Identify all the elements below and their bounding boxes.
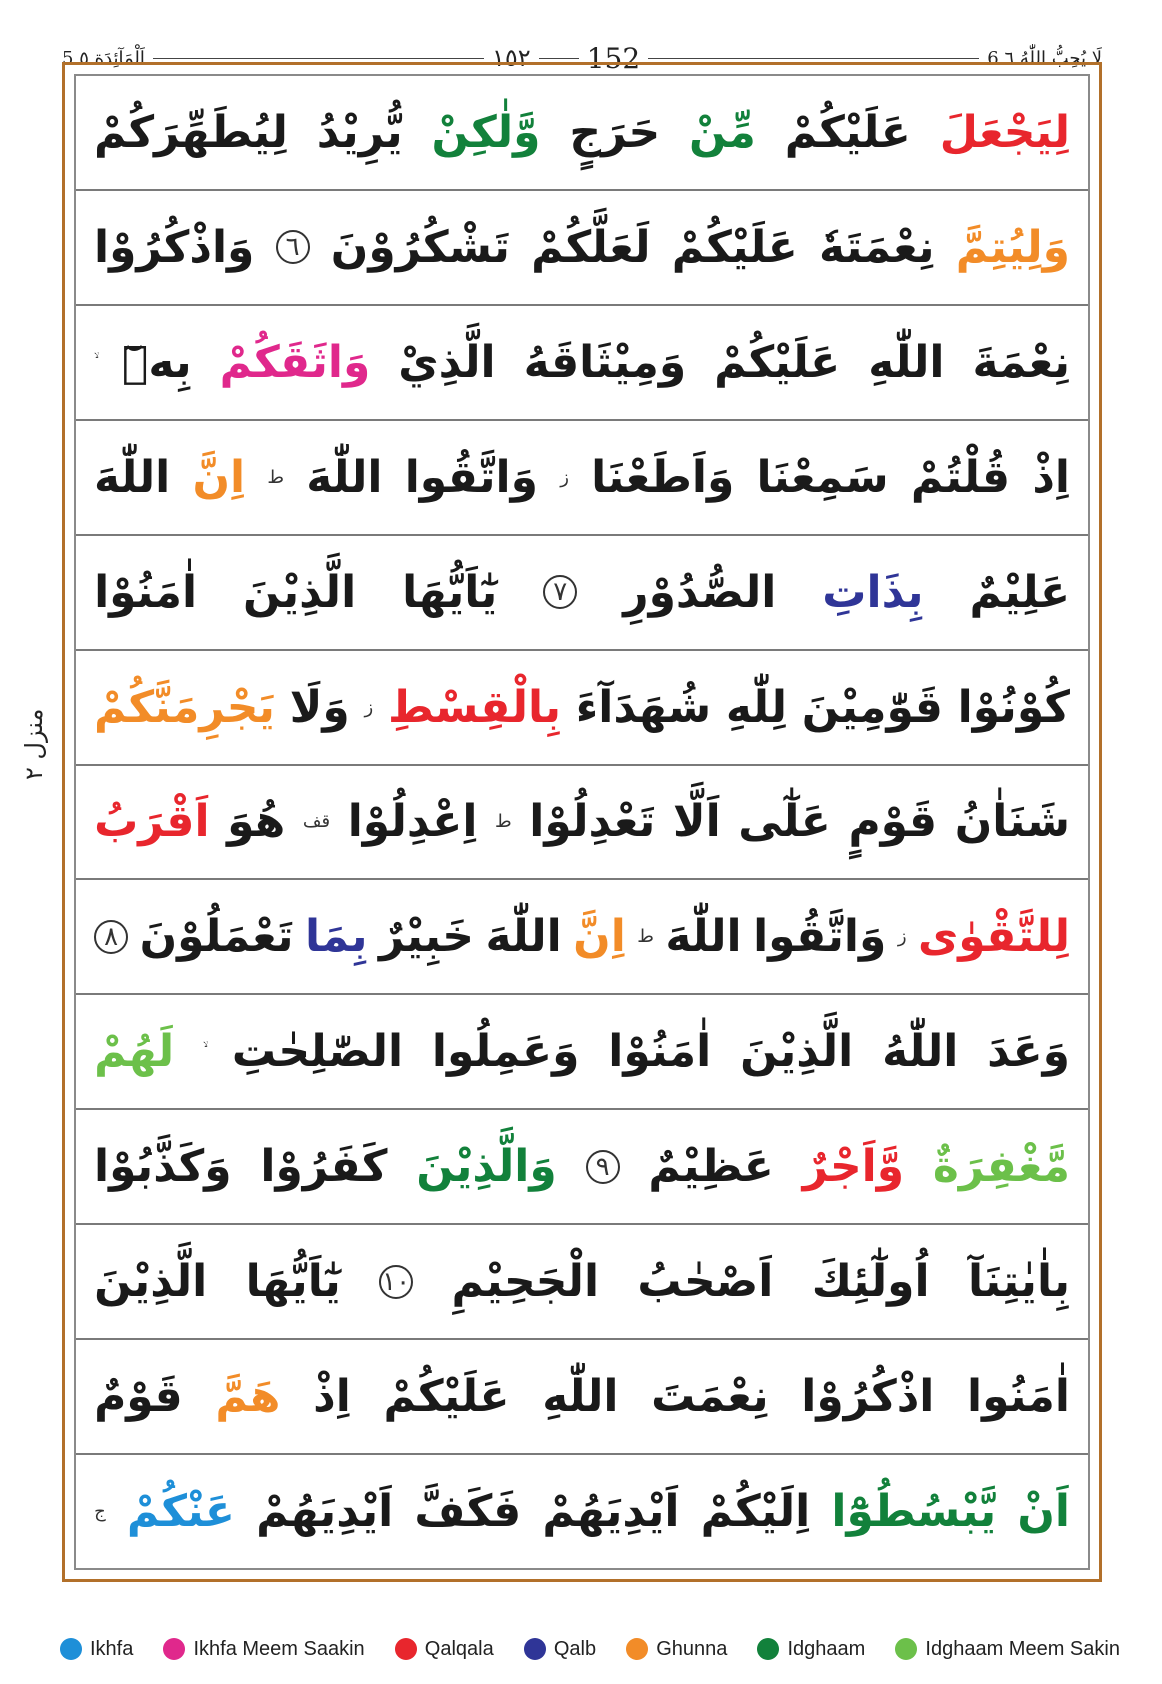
word: نِعْمَةَ (972, 336, 1070, 388)
text-line (76, 995, 1088, 1110)
word: بِهٖٓ (122, 336, 192, 388)
word: اُولٰٓئِكَ (811, 1256, 930, 1308)
juz-name: 6 لَا يُحِبُّ اللّٰهُ ٦ (987, 47, 1102, 69)
word: هُوَ (227, 796, 286, 848)
legend-color-dot (60, 1638, 82, 1660)
word: وَعَمِلُوا (431, 1026, 580, 1078)
legend-label: Ikhfa (90, 1637, 134, 1660)
word: اللّٰهِ (542, 1371, 619, 1423)
word: تَعْدِلُوْا (529, 796, 656, 848)
word-idghaam-meem-sakin: لَهُمْ (94, 1026, 175, 1078)
text-line (76, 306, 1088, 421)
word: الَّذِيْنَ (740, 1026, 854, 1078)
word: نِعْمَتَ (651, 1371, 769, 1423)
word: الْجَحِيْمِ (451, 1256, 600, 1308)
word: اٰمَنُوا (967, 1371, 1070, 1423)
ayah-end-marker: ٦ (276, 230, 310, 264)
text-line (76, 1225, 1088, 1340)
word: وَاذْكُرُوْا (94, 221, 255, 273)
word: اللّٰهَ (306, 451, 383, 503)
legend-item-qalqala (395, 1638, 494, 1661)
text-line (76, 191, 1088, 306)
word-ghunna: يَجْرِمَنَّكُمْ (94, 681, 275, 733)
word: عَلَيْكُمْ (671, 221, 798, 273)
word-idghaam: مِّنْ (689, 106, 756, 158)
word: قَوْمٍ (848, 796, 938, 848)
header-rule (539, 58, 579, 59)
ayah-end-marker: ١٠ (379, 1265, 413, 1299)
word: عَلٰٓى (738, 796, 831, 848)
word: اللّٰهُ (882, 1026, 959, 1078)
word: وَكَذَّبُوْا (94, 1141, 232, 1193)
word-idghaam: وَّلٰكِنْ (431, 106, 541, 158)
word: وَاتَّقُوا (753, 911, 887, 963)
word: وَلَا (289, 681, 350, 733)
word: اِلَيْكُمْ (700, 1486, 811, 1538)
word: اللّٰهَ (485, 911, 562, 963)
word: نِعْمَتَهٗ (819, 221, 935, 273)
word: اللّٰهَ (94, 451, 171, 503)
legend-color-dot (895, 1638, 917, 1660)
word: اَصْحٰبُ (637, 1256, 774, 1308)
text-line (76, 1455, 1088, 1568)
tajweed-legend (60, 1632, 1120, 1666)
word: فَكَفَّ (414, 1486, 522, 1538)
pause-mark: ط (267, 466, 284, 488)
text-line (76, 76, 1088, 191)
word: اَيْدِيَهُمْ (256, 1486, 394, 1538)
word: عَلَيْكُمْ (714, 336, 841, 388)
legend-item-ikhfa-meem-saakin (163, 1638, 364, 1661)
word: خَبِيْرٌ (378, 911, 474, 963)
ayah-end-marker: ٨ (94, 920, 128, 954)
word-idghaam: وَالَّذِيْنَ (416, 1141, 557, 1193)
ayah-end-marker: ٧ (543, 575, 577, 609)
text-line (76, 1340, 1088, 1455)
word: يٰٓاَيُّهَا (402, 566, 498, 618)
word: يُّرِيْدُ (316, 106, 403, 158)
word-ikhfa-meem-saakin: وَاثَقَكُمْ (219, 336, 371, 388)
page-number: 152 (586, 41, 641, 75)
word: الصّٰلِحٰتِ (231, 1026, 404, 1078)
legend-label: Ghunna (656, 1637, 728, 1660)
word: بِاٰيٰتِنَآ (967, 1256, 1070, 1308)
legend-color-dot (757, 1638, 779, 1660)
word-qalb: بِمَا (304, 911, 368, 963)
word-idghaam: يَّبْسُطُوْٓا (831, 1486, 997, 1538)
word: عَلَيْكُمْ (383, 1371, 510, 1423)
legend-color-dot (163, 1638, 185, 1660)
pause-mark: ط (495, 811, 512, 833)
pause-mark: قف (302, 811, 331, 833)
word: الَّذِيْ (398, 336, 496, 388)
legend-label: Qalb (553, 1637, 597, 1660)
text-line (76, 1110, 1088, 1225)
word: كَفَرُوْا (260, 1141, 388, 1193)
word-ghunna: هَمَّ (215, 1371, 281, 1423)
word: قَوّٰمِيْنَ (801, 681, 943, 733)
word: اِذْ (1032, 451, 1070, 503)
legend-item-idghaam (757, 1638, 865, 1661)
pause-mark: ج (94, 1501, 106, 1523)
word: سَمِعْنَا (756, 451, 889, 503)
word: وَاتَّقُوا (404, 451, 538, 503)
word-ikhfa: عَنْكُمْ (126, 1486, 235, 1538)
word: وَمِيْثَاقَهُ (523, 336, 687, 388)
word-qalqala: وَّاَجْرٌ (802, 1141, 905, 1193)
word: الصُّدُوْرِ (623, 566, 777, 618)
legend-item-ghunna (626, 1638, 727, 1661)
legend-color-dot (395, 1638, 417, 1660)
ayah-end-marker: ٩ (586, 1150, 620, 1184)
word-idghaam-meem-sakin: مَّغْفِرَةٌ (932, 1141, 1070, 1193)
word-qalb: بِذَاتِ (822, 566, 924, 618)
word: يٰٓاَيُّهَا (245, 1256, 341, 1308)
text-line (76, 536, 1088, 651)
header-rule (153, 58, 484, 59)
legend-label: Qalqala (424, 1637, 494, 1660)
legend-label: Ikhfa Meem Saakin (193, 1637, 365, 1660)
pause-mark: ز (560, 466, 569, 488)
word: الَّذِيْنَ (94, 1256, 208, 1308)
word: وَاَطَعْنَا (591, 451, 735, 503)
legend-color-dot (626, 1638, 648, 1660)
word: شَنَاٰنُ (954, 796, 1070, 848)
pause-mark: ط (637, 926, 654, 948)
text-line (76, 880, 1088, 995)
word: اٰمَنُوْا (94, 566, 198, 618)
word: تَعْمَلُوْنَ (139, 911, 294, 963)
word-ghunna: وَلِيُتِمَّ (955, 221, 1070, 273)
legend-label: Idghaam (787, 1637, 866, 1660)
word: اَيْدِيَهُمْ (542, 1486, 680, 1538)
word-ghunna: اِنَّ (192, 451, 246, 503)
quran-text-block (76, 76, 1088, 1568)
word-idghaam: اَنْ (1017, 1486, 1070, 1538)
legend-label: Idghaam Meem Sakin (925, 1637, 1120, 1660)
legend-item-ikhfa (60, 1638, 133, 1661)
word: اللّٰهِ (868, 336, 945, 388)
word: تَشْكُرُوْنَ (330, 221, 510, 273)
word-ghunna: اِنَّ (573, 911, 626, 963)
word: قَوْمٌ (94, 1371, 183, 1423)
page-number-arabic: ١٥٢ (492, 44, 531, 72)
word: عَلَيْكُمْ (784, 106, 911, 158)
word: قُلْتُمْ (910, 451, 1011, 503)
text-line (76, 421, 1088, 536)
pause-mark: ز (897, 926, 907, 948)
word: اذْكُرُوْا (801, 1371, 935, 1423)
word-qalqala: لِلتَّقْوٰى (917, 911, 1070, 963)
surah-name: 5 اَلْمَآئِدَة ٥ (62, 47, 145, 69)
legend-color-dot (524, 1638, 546, 1660)
word: عَلِيْمٌ (969, 566, 1070, 618)
word: اٰمَنُوْا (608, 1026, 712, 1078)
word: لِيُطَهِّرَكُمْ (94, 106, 288, 158)
pause-mark: ز (364, 696, 374, 718)
header-rule (648, 58, 979, 59)
word-qalqala: اَقْرَبُ (94, 796, 210, 848)
text-line (76, 651, 1088, 766)
word: اَلَّا (672, 796, 721, 848)
word: وَعَدَ (987, 1026, 1070, 1078)
word: شُهَدَآءَ (575, 681, 712, 733)
word: اِعْدِلُوْا (347, 796, 478, 848)
word: الَّذِيْنَ (243, 566, 357, 618)
manzil-label: منزل ٢ (20, 708, 48, 780)
word: اِذْ (313, 1371, 351, 1423)
word: عَظِيْمٌ (648, 1141, 774, 1193)
word-qalqala: بِالْقِسْطِ (387, 681, 562, 733)
word-qalqala: لِيَجْعَلَ (939, 106, 1070, 158)
word: اللّٰهَ (665, 911, 742, 963)
text-line (76, 766, 1088, 881)
word: كُوْنُوْا (957, 681, 1070, 733)
legend-item-qalb (524, 1638, 596, 1661)
word: لِلّٰهِ (725, 681, 787, 733)
word: لَعَلَّكُمْ (531, 221, 651, 273)
word: حَرَجٍ (569, 106, 661, 158)
legend-item-idghaam-meem-sakin (895, 1638, 1120, 1661)
